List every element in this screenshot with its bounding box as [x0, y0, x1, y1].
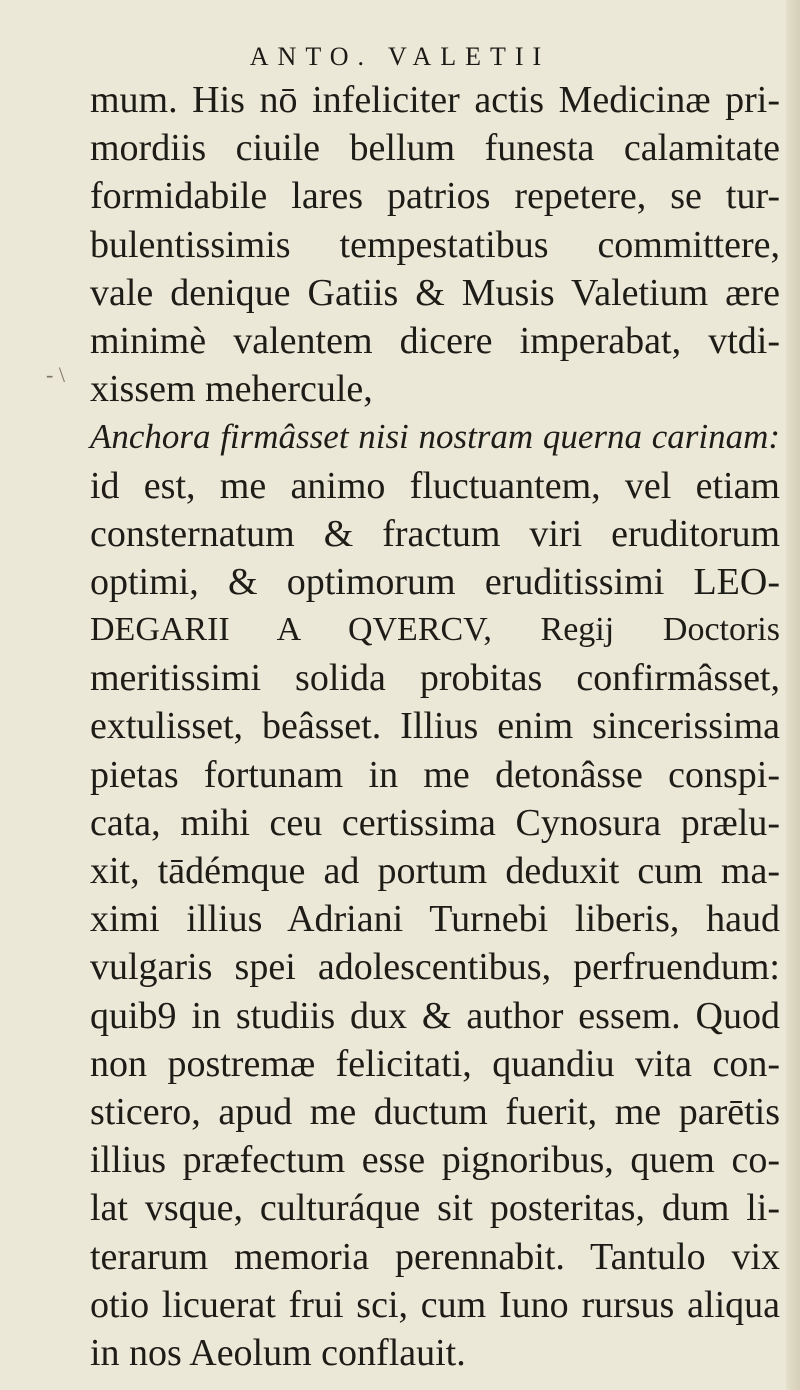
text-line: otio licuerat frui sci, cum Iuno rursus aliqua	[90, 1283, 780, 1326]
body-text	[90, 76, 780, 1377]
text-line: pietas fortunam in me detonâsse conspi-	[90, 753, 780, 796]
text-line: terarum memoria perennabit. Tantulo vix	[90, 1235, 780, 1278]
text-line: ximi illius Adriani Turnebi liberis, haud	[90, 898, 780, 941]
margin-mark: - \	[46, 362, 65, 387]
text-line: vale denique Gatiis & Musis Valetium ære	[90, 271, 780, 314]
text-line: quib9 in studiis dux & author essem. Quod	[90, 994, 780, 1037]
text-line: optimi, & optimorum eruditissimi LEO-	[90, 560, 780, 603]
text-line: cata, mihi ceu certissima Cynosura prælu-	[90, 801, 780, 844]
text-line: consternatum & fractum viri eruditorum	[90, 512, 780, 555]
text-line: bulentissimis tempestatibus committere,	[90, 223, 780, 266]
text-line: lat vsque, culturáque sit posteritas, dum li-	[90, 1187, 780, 1230]
text-line: mordiis ciuile bellum funesta calamitate	[90, 127, 780, 170]
text-line: DEGARII A QVERCV, Regij Doctoris	[90, 611, 780, 649]
page-edge	[786, 0, 800, 1390]
text-line: vulgaris spei adolescentibus, perfruendum:	[90, 946, 780, 989]
text-line: id est, me animo fluctuantem, vel etiam	[90, 464, 780, 507]
text-line: non postremæ felicitati, quandiu vita con-	[90, 1042, 780, 1085]
text-line: in nos Aeolum conflauit.	[90, 1331, 466, 1374]
verse-line: Anchora firmâsset nisi nostram querna carinam:	[90, 417, 780, 457]
text-line: mum. His nō infeliciter actis Medicinæ pri-	[90, 79, 780, 121]
text-line: minimè valentem dicere imperabat, vtdi-	[90, 319, 780, 362]
running-head: ANTO. VALETII	[249, 42, 551, 71]
text-line: extulisset, beâsset. Illius enim sincerissima	[90, 705, 780, 748]
text-line: sticero, apud me ductum fuerit, me parētis	[90, 1090, 780, 1133]
text-line: xissem mehercule,	[90, 368, 373, 411]
text-line: illius præfectum esse pignoribus, quem co-	[90, 1139, 780, 1182]
text-line: xit, tādémque ad portum deduxit cum ma-	[90, 850, 780, 892]
text-line: meritissimi solida probitas confirmâsset,	[90, 657, 780, 700]
text-line: formidabile lares patrios repetere, se tur-	[90, 175, 780, 218]
